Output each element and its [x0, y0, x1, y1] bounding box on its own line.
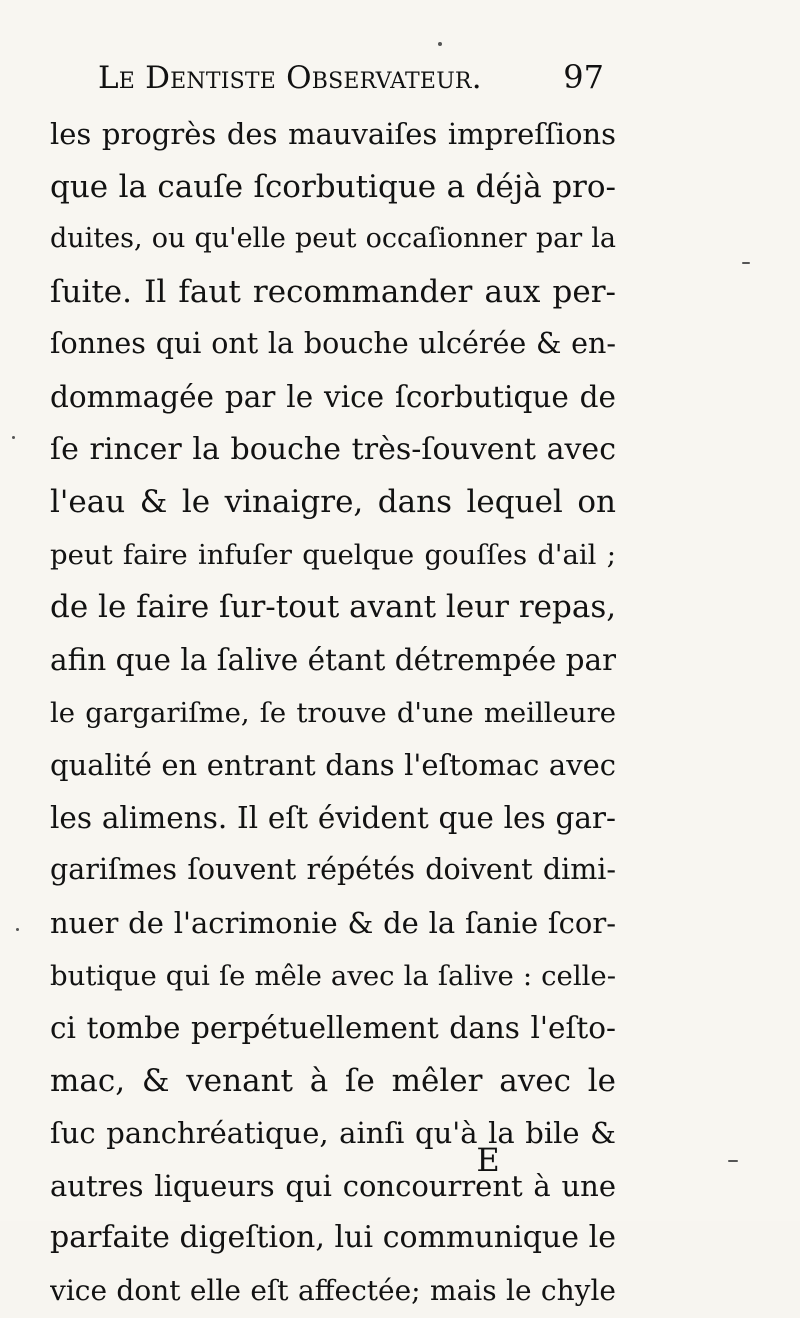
text-line: le gargariſme, ſe trouve d'une meilleure	[50, 696, 616, 729]
text-line: que la cauſe ſcorbutique a déjà pro-	[50, 168, 616, 205]
text-line: butique qui ſe mêle avec la ſalive : celle-	[50, 959, 616, 992]
text-line: les alimens. Il eſt évident que les gar-	[50, 800, 616, 835]
ink-speck	[16, 928, 19, 931]
running-title: Le Dentiste Observateur.	[98, 60, 482, 96]
text-line: parfaite digeſtion, lui communique le	[50, 1220, 616, 1256]
text-line: vice dont elle eſt affectée; mais le chyle	[50, 1274, 616, 1308]
text-line: peut faire infuſer quelque gouſſes d'ail ;	[50, 538, 616, 571]
text-line: autres liqueurs qui concourrent à une	[50, 1168, 616, 1203]
text-line: afin que la ſalive étant détrempée par	[50, 642, 616, 677]
text-line: dommagée par le vice ſcorbutique de	[50, 379, 616, 414]
text-line: gariſmes ſouvent répétés doivent dimi-	[50, 853, 616, 887]
ink-speck	[12, 436, 15, 439]
text-line: ſuc panchréatique, ainſi qu'à la bile &	[50, 1116, 616, 1151]
ink-speck	[438, 42, 442, 46]
text-line: l'eau & le vinaigre, dans lequel on	[50, 484, 616, 521]
running-head	[98, 58, 604, 102]
text-line: ſe rincer la bouche très-ſouvent avec	[50, 431, 616, 467]
text-line: nuer de l'acrimonie & de la ſanie ſcor-	[50, 905, 616, 940]
ink-speck	[728, 1160, 738, 1162]
text-line: ci tombe perpétuellement dans l'eſto-	[50, 1011, 616, 1046]
page-number: 97	[563, 58, 604, 96]
text-line: ſuite. Il faut recommander aux per-	[50, 273, 616, 310]
text-line: qualité en entrant dans l'eſtomac avec	[50, 748, 616, 783]
signature-mark: E	[476, 1141, 500, 1179]
text-line: duites, ou qu'elle peut occaſionner par la	[50, 223, 616, 255]
text-line: mac, & venant à ſe mêler avec le	[50, 1062, 616, 1099]
text-line: les progrès des mauvaiſes impreſſions	[50, 117, 616, 151]
body-text	[50, 108, 616, 1318]
text-line: ſonnes qui ont la bouche ulcérée & en-	[50, 327, 616, 361]
text-line: de le faire ſur-tout avant leur repas,	[50, 589, 616, 626]
ink-speck	[742, 262, 750, 264]
